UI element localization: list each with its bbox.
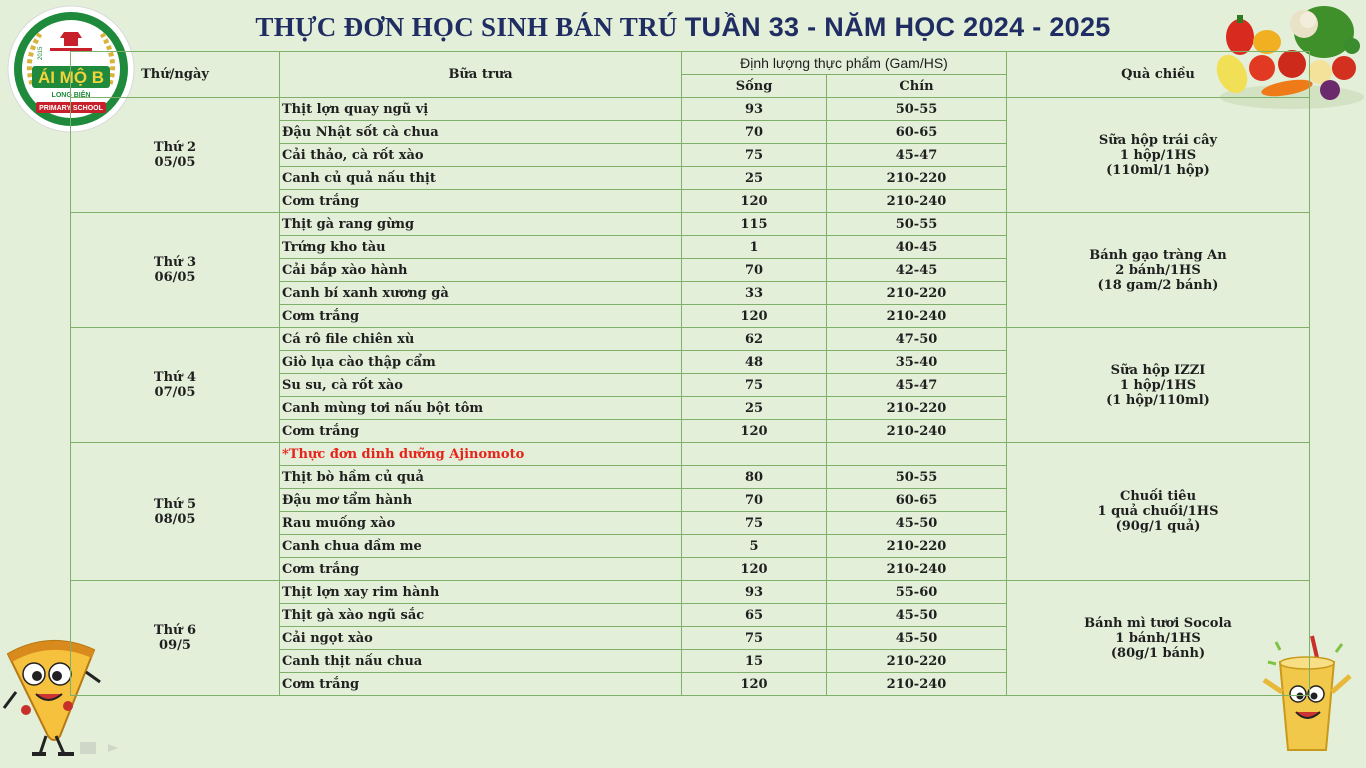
- dish-name: Su su, cà rốt xào: [280, 374, 682, 397]
- snack-line: (110ml/1 hộp): [1106, 162, 1210, 178]
- cooked-amount: 60-65: [827, 121, 1007, 144]
- raw-amount: 15: [682, 650, 827, 673]
- dish-name: Cơm trắng: [280, 190, 682, 213]
- dish-name: Trứng kho tàu: [280, 236, 682, 259]
- raw-amount: 70: [682, 121, 827, 144]
- dish-name: Cải thảo, cà rốt xào: [280, 144, 682, 167]
- raw-amount: 33: [682, 282, 827, 305]
- logo-district: LONG BIÊN: [51, 92, 91, 99]
- dish-name: Canh thịt nấu chua: [280, 650, 682, 673]
- snack-cell: [1007, 443, 1310, 581]
- snack-line: (18 gam/2 bánh): [1097, 277, 1219, 293]
- raw-amount: 93: [682, 98, 827, 121]
- cooked-amount: 210-240: [827, 673, 1007, 696]
- snack-line: (90g/1 quả): [1115, 519, 1201, 534]
- cooked-amount: 60-65: [827, 489, 1007, 512]
- day-label: Thứ 2: [153, 140, 197, 155]
- header-lunch: Bữa trưa: [280, 52, 682, 98]
- raw-amount: 75: [682, 144, 827, 167]
- raw-amount: 120: [682, 190, 827, 213]
- raw-amount: 65: [682, 604, 827, 627]
- dish-name: Canh mùng tơi nấu bột tôm: [280, 397, 682, 420]
- raw-amount: 75: [682, 512, 827, 535]
- table-row: [71, 213, 1310, 236]
- dish-name: Canh chua dầm me: [280, 535, 682, 558]
- cooked-amount: 35-40: [827, 351, 1007, 374]
- svg-text:2015: 2015: [38, 46, 44, 60]
- snack-line: (80g/1 bánh): [1110, 645, 1206, 661]
- raw-amount: 115: [682, 213, 827, 236]
- table-row: [71, 328, 1310, 351]
- header-raw: Sống: [682, 75, 827, 98]
- day-cell: [71, 213, 280, 328]
- raw-amount: 1: [682, 236, 827, 259]
- logo-name: ÁI MỘ B: [37, 68, 105, 87]
- dish-name: Rau muống xào: [280, 512, 682, 535]
- cooked-amount: 210-220: [827, 650, 1007, 673]
- dish-name: Cơm trắng: [280, 305, 682, 328]
- dish-name: Đậu mơ tẩm hành: [280, 489, 682, 512]
- raw-amount: 25: [682, 397, 827, 420]
- day-date: 07/05: [154, 385, 196, 400]
- next-slide-icon[interactable]: [108, 744, 118, 752]
- snack-cell: [1007, 328, 1310, 443]
- snack-cell: [1007, 581, 1310, 696]
- table-row: [71, 98, 1310, 121]
- empty-cell: [682, 443, 827, 466]
- day-label: Thứ 4: [153, 370, 197, 385]
- dish-name: Cơm trắng: [280, 673, 682, 696]
- header-day: Thứ/ngày: [71, 52, 280, 98]
- day-label: Thứ 3: [153, 255, 197, 270]
- raw-amount: 93: [682, 581, 827, 604]
- day-label: Thứ 6: [153, 623, 197, 638]
- raw-amount: 120: [682, 673, 827, 696]
- snack-line: 2 bánh/1HS: [1115, 262, 1201, 278]
- cooked-amount: 45-50: [827, 512, 1007, 535]
- table-row: [71, 581, 1310, 604]
- dish-name: Cá rô file chiên xù: [280, 328, 682, 351]
- day-date: 05/05: [154, 155, 196, 170]
- raw-amount: 80: [682, 466, 827, 489]
- empty-cell: [827, 443, 1007, 466]
- day-cell: [71, 581, 280, 696]
- header-snack: Quà chiều: [1007, 52, 1310, 98]
- snack-line: 1 quả chuối/1HS: [1097, 504, 1219, 519]
- cooked-amount: 210-220: [827, 397, 1007, 420]
- dish-name: Thịt bò hầm củ quả: [280, 466, 682, 489]
- snack-cell: [1007, 98, 1310, 213]
- title-part2: TUẦN 33 - NĂM HỌC 2024 - 2025: [684, 12, 1111, 42]
- menu-table: [70, 51, 1310, 696]
- cooked-amount: 42-45: [827, 259, 1007, 282]
- page-title: [0, 12, 1366, 43]
- dish-name: Thịt gà xào ngũ sắc: [280, 604, 682, 627]
- slide-menu-icon[interactable]: [80, 742, 96, 754]
- raw-amount: 120: [682, 305, 827, 328]
- day-cell: [71, 328, 280, 443]
- dish-name: Giò lụa cào thập cẩm: [280, 351, 682, 374]
- logo-school: PRIMARY SCHOOL: [39, 105, 103, 112]
- raw-amount: 75: [682, 374, 827, 397]
- dish-name: Thịt lợn quay ngũ vị: [280, 98, 682, 121]
- header-quantity: Định lượng thực phẩm (Gam/HS): [682, 52, 1007, 75]
- raw-amount: 70: [682, 489, 827, 512]
- slide-nav: [78, 738, 128, 762]
- cooked-amount: 45-50: [827, 604, 1007, 627]
- day-date: 09/5: [159, 638, 191, 653]
- cooked-amount: 210-240: [827, 558, 1007, 581]
- raw-amount: 62: [682, 328, 827, 351]
- menu-note: *Thực đơn dinh dưỡng Ajinomoto: [280, 443, 682, 466]
- cooked-amount: 210-220: [827, 535, 1007, 558]
- header-cooked: Chín: [827, 75, 1007, 98]
- snack-line: Bánh mì tươi Socola: [1084, 615, 1232, 631]
- dish-name: Cơm trắng: [280, 558, 682, 581]
- cooked-amount: 210-220: [827, 167, 1007, 190]
- cooked-amount: 40-45: [827, 236, 1007, 259]
- cooked-amount: 50-55: [827, 213, 1007, 236]
- raw-amount: 70: [682, 259, 827, 282]
- snack-line: Bánh gạo tràng An: [1089, 247, 1227, 263]
- dish-name: Cơm trắng: [280, 420, 682, 443]
- day-cell: [71, 443, 280, 581]
- cooked-amount: 210-240: [827, 190, 1007, 213]
- dish-name: Thịt lợn xay rim hành: [280, 581, 682, 604]
- day-date: 06/05: [154, 270, 196, 285]
- dish-name: Cải bắp xào hành: [280, 259, 682, 282]
- raw-amount: 25: [682, 167, 827, 190]
- table-row: [71, 443, 1310, 466]
- raw-amount: 120: [682, 420, 827, 443]
- snack-line: 1 bánh/1HS: [1115, 630, 1201, 646]
- cooked-amount: 210-240: [827, 305, 1007, 328]
- raw-amount: 48: [682, 351, 827, 374]
- day-cell: [71, 98, 280, 213]
- snack-line: 1 hộp/1HS: [1119, 377, 1197, 393]
- snack-line: (1 hộp/110ml): [1106, 392, 1210, 408]
- snack-line: Sữa hộp trái cây: [1098, 132, 1218, 148]
- dish-name: Canh củ quả nấu thịt: [280, 167, 682, 190]
- raw-amount: 5: [682, 535, 827, 558]
- cooked-amount: 50-55: [827, 466, 1007, 489]
- day-label: Thứ 5: [153, 496, 197, 512]
- cooked-amount: 45-50: [827, 627, 1007, 650]
- cooked-amount: 45-47: [827, 144, 1007, 167]
- raw-amount: 120: [682, 558, 827, 581]
- dish-name: Thịt gà rang gừng: [280, 213, 682, 236]
- cooked-amount: 55-60: [827, 581, 1007, 604]
- snack-line: Sữa hộp IZZI: [1110, 362, 1206, 378]
- snack-cell: [1007, 213, 1310, 328]
- snack-line: 1 hộp/1HS: [1119, 147, 1197, 163]
- cooked-amount: 210-240: [827, 420, 1007, 443]
- cooked-amount: 45-47: [827, 374, 1007, 397]
- cooked-amount: 47-50: [827, 328, 1007, 351]
- dish-name: Canh bí xanh xương gà: [280, 282, 682, 305]
- cooked-amount: 50-55: [827, 98, 1007, 121]
- raw-amount: 75: [682, 627, 827, 650]
- cooked-amount: 210-220: [827, 282, 1007, 305]
- dish-name: Đậu Nhật sốt cà chua: [280, 121, 682, 144]
- dish-name: Cải ngọt xào: [280, 627, 682, 650]
- snack-line: Chuối tiêu: [1119, 489, 1197, 504]
- day-date: 08/05: [154, 511, 196, 527]
- title-part1: THỰC ĐƠN HỌC SINH BÁN TRÚ: [255, 12, 678, 42]
